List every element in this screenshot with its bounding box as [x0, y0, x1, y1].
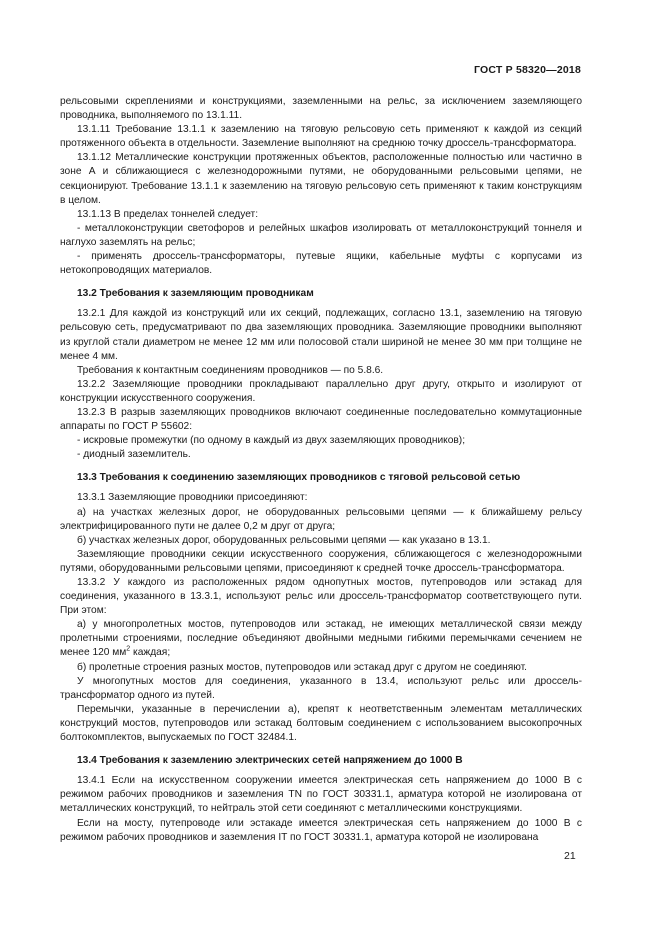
list-item-text-end: каждая;: [130, 647, 171, 659]
list-item: [60, 618, 582, 660]
section-heading: 13.2 Требования к заземляющим проводникам: [77, 288, 314, 300]
paragraph: рельсовыми скреплениями и конструкциями, заземленными на рельс, за исключением заземляющего проводника, выполняемого по 13.1.11.: [60, 96, 582, 122]
paragraph: Если на мосту, путепроводе или эстакаде имеется электрическая сеть напряжением до 1000 В с режимом рабочих проводников и заземления IT по ГОСТ 30331.1, арматура которой не изолирована: [60, 817, 582, 843]
paragraph: 13.2.2 Заземляющие проводники прокладывают параллельно друг другу, открыто и изолируют от конструкции искусственного сооружения.: [60, 378, 582, 404]
document-header: ГОСТ Р 58320—2018: [473, 64, 581, 76]
superscript: 2: [126, 646, 131, 654]
list-item: - металлоконструкции светофоров и релейных шкафов изолировать от металлоконструкций тоннеля и наглухо заземлять на рельс;: [60, 222, 582, 248]
list-item-text: а) у многопролетных мостов, путепроводов или эстакад, не имеющих металлической связи между пролетными строениями, последние объединяют двойными медными гибкими перемычками сечением не менее 120 мм: [60, 619, 582, 659]
paragraph: 13.2.3 В разрыв заземляющих проводников включают соединенные последовательно коммутационные аппараты по ГОСТ Р 55602:: [60, 406, 582, 433]
paragraph: 13.1.11 Требование 13.1.1 к заземлению на тяговую рельсовую сеть применяют к каждой из секций протяженного объекта в отдельности. Заземление выполняют на среднюю точку дроссель-трансформатора.: [60, 124, 582, 150]
list-item: - искровые промежутки (по одному в каждый из двух заземляющих проводников);: [77, 435, 466, 447]
list-item: б) пролетные строения разных мостов, путепроводов или эстакад друг с другом не соединяют.: [77, 661, 527, 673]
paragraph: Перемычки, указанные в перечислении а), крепят к неответственным элементам металлических конструкций мостов, путепроводов или эстакад болтовым соединением с использованием высокопрочных болтокомплектов, выпускаемых по ГОСТ 32484.1.: [60, 703, 582, 744]
paragraph: 13.3.1 Заземляющие проводники присоединяют:: [77, 492, 308, 504]
list-item: - применять дроссель-трансформаторы, путевые ящики, кабельные муфты с корпусами из нетокопроводящих материалов.: [60, 251, 582, 277]
section-heading: 13.3 Требования к соединению заземляющих проводников с тяговой рельсовой сетью: [77, 472, 521, 484]
list-item: б) участках железных дорог, оборудованных рельсовыми цепями — как указано в 13.1.: [77, 534, 491, 546]
document-body: [60, 95, 582, 845]
page-number: 21: [564, 850, 576, 862]
paragraph: У многопутных мостов для соединения, указанного в 13.4, используют рельс или дроссель-трансформатор одного из путей.: [60, 675, 582, 701]
paragraph: 13.4.1 Если на искусственном сооружении имеется электрическая сеть напряжением до 1000 В с режимом рабочих проводников и заземления TN по ГОСТ 30331.1, арматура которой не изолирована от металлических конструкций, то нейтраль этой сети соединяют с металлическими конструкциями.: [60, 775, 582, 815]
paragraph: 13.1.13 В пределах тоннелей следует:: [77, 208, 259, 220]
paragraph: 13.1.12 Металлические конструкции протяженных объектов, расположенные полностью или частично в зоне А и сближающиеся с железнодорожными путями, не оборудованными рельсовыми цепями, не секционируют. Требование 13.1.1 к заземлению на тяговую рельсовую сеть применяют к таким конструкциям в целом.: [60, 152, 582, 206]
section-heading: 13.4 Требования к заземлению электрических сетей напряжением до 1000 В: [77, 755, 463, 767]
paragraph: 13.3.2 У каждого из расположенных рядом однопутных мостов, путепроводов или эстакад для соединения, указанного в 13.3.1, используют рельс или дроссель-трансформатор соответствующего пути. При этом:: [60, 577, 582, 617]
paragraph: 13.2.1 Для каждой из конструкций или их секций, подлежащих, согласно 13.1, заземлению на тяговую рельсовую сеть, предусматривают по два заземляющих проводника. Заземляющие проводники выполняют из круглой стали диаметром не менее 12 мм или полосовой стали шириной не менее 30 мм при толщине не менее 4 мм.: [60, 308, 582, 362]
list-item: а) на участках железных дорог, не оборудованных рельсовыми цепями — к ближайшему рельсу электрифицированного пути не далее 0,2 м друг от друга;: [60, 506, 582, 532]
paragraph: Заземляющие проводники секции искусственного сооружения, сближающегося с железнодорожными путями, оборудованными рельсовыми цепями, присоединяют к средней точке дроссель-трансформатора.: [60, 548, 582, 574]
paragraph: Требования к контактным соединениям проводников — по 5.8.6.: [77, 364, 384, 376]
list-item: - диодный заземлитель.: [77, 449, 191, 461]
